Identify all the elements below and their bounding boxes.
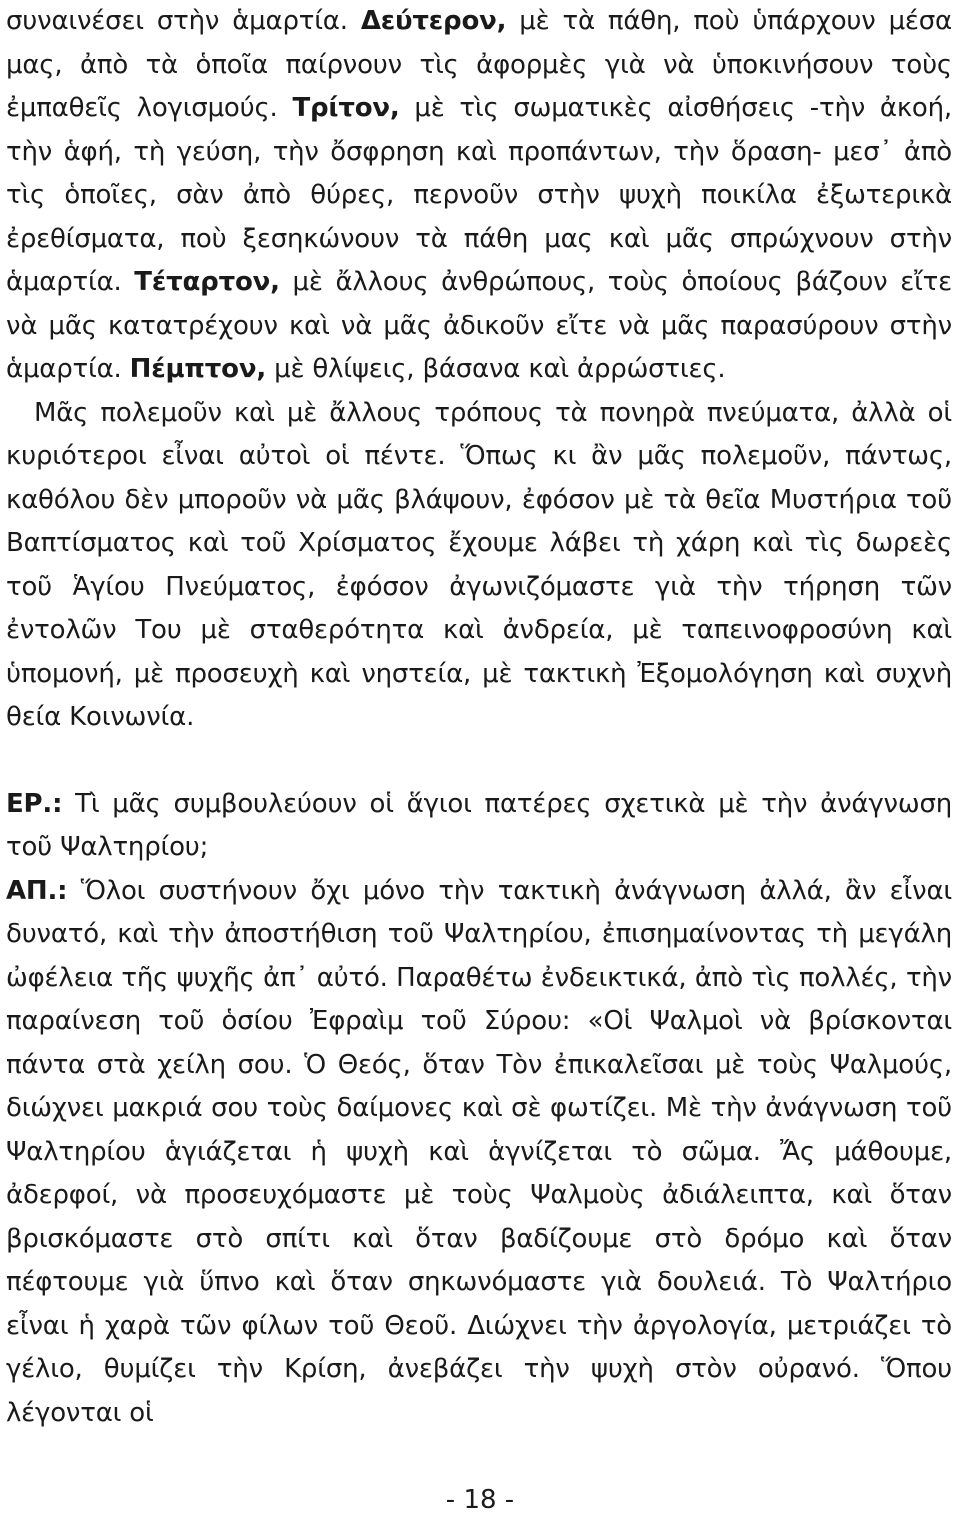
answer-block: [6, 870, 952, 1436]
question-text: Τὶ μᾶς συμβουλεύουν οἱ ἅγιοι πατέρες σχετικὰ μὲ τὴν ἀνάγνωση τοῦ Ψαλτηρίου;: [6, 788, 952, 862]
text-segment: μὲ τὶς σωματικὲς αἰσθήσεις -τὴν ἀκοή, τὴν ἁφή, τὴ γεύση, τὴν ὄσφρηση καὶ προπάντων, τὴν ὅραση- μεσ᾽ ἀπὸ τὶς ὁποῖες, σὰν ἀπὸ θύρες, περνοῦν στὴν ψυχὴ ποικίλα ἐξωτερικὰ ἐρεθίσματα, ποὺ ξεσηκώνουν τὰ πάθη μας καὶ μᾶς σπρώχνουν στὴν ἁμαρτία.: [6, 93, 952, 297]
question-label: ΕΡ.:: [6, 788, 63, 819]
answer-label: ΑΠ.:: [6, 875, 68, 906]
text-segment: συναινέσει στὴν ἁμαρτία.: [6, 6, 361, 36]
bold-term-fifth: Πέμπτον,: [129, 354, 267, 384]
text-segment: μὲ ἄλλους ἀνθρώπους, τοὺς ὁποίους βάζουν εἴτε νὰ μᾶς κατατρέχουν καὶ νὰ μᾶς ἀδικοῦν εἴτε νὰ μᾶς παρασύρουν στὴν ἁμαρτία.: [6, 267, 952, 384]
bold-term-third: Τρίτον,: [292, 93, 400, 123]
paragraph-enemy-methods: [6, 0, 952, 392]
bold-term-second: Δεύτερον,: [360, 6, 507, 36]
question-block: [6, 783, 952, 870]
bold-term-fourth: Τέταρτον,: [134, 267, 280, 297]
paragraph-spiritual-warfare: Μᾶς πολεμοῦν καὶ μὲ ἄλλους τρόπους τὰ πονηρὰ πνεύματα, ἀλλὰ οἱ κυριότεροι εἶναι αὐτοὶ οἱ πέντε. Ὅπως κι ἂν μᾶς πολεμοῦν, πάντως, καθόλου δὲν μποροῦν νὰ μᾶς βλάψουν, ἐφόσον μὲ τὰ θεῖα Μυστήρια τοῦ Βαπτίσματος καὶ τοῦ Χρίσματος ἔχουμε λάβει τὴ χάρη καὶ τὶς δωρεὲς τοῦ Ἁγίου Πνεύματος, ἐφόσον ἀγωνιζόμαστε γιὰ τὴν τήρηση τῶν ἐντολῶν Του μὲ σταθερότητα καὶ ἀνδρεία, μὲ ταπεινοφροσύνη καὶ ὑπομονή, μὲ προσευχὴ καὶ νηστεία, μὲ τακτικὴ Ἐξομολόγηση καὶ συχνὴ θεία Κοινωνία.: [6, 397, 952, 732]
page-number: - 18 -: [445, 1485, 515, 1515]
page-body: [6, 0, 952, 1435]
text-segment: μὲ τὰ πάθη, ποὺ ὑπάρχουν μέσα μας, ἀπὸ τὰ ὁποῖα παίρνουν τὶς ἀφορμὲς γιὰ νὰ ὑποκινήσουν τοὺς ἐμπαθεῖς λογισμούς.: [6, 6, 952, 123]
answer-text: Ὅλοι συστήνουν ὄχι μόνο τὴν τακτικὴ ἀνάγνωση ἀλλά, ἂν εἶναι δυνατό, καὶ τὴν ἀποστήθιση τοῦ Ψαλτηρίου, ἐπισημαίνοντας τὴ μεγάλη ὠφέλεια τῆς ψυχῆς ἀπ᾽ αὐτό. Παραθέτω ἐνδεικτικά, ἀπὸ τὶς πολλές, τὴν παραίνεση τοῦ ὁσίου Ἐφραὶμ τοῦ Σύρου: «Οἱ Ψαλμοὶ νὰ βρίσκονται πάντα στὰ χείλη σου. Ὁ Θεός, ὅταν Τὸν ἐπικαλεῖσαι μὲ τοὺς Ψαλμούς, διώχνει μακριά σου τοὺς δαίμονες καὶ σὲ φωτίζει. Μὲ τὴν ἀνάγνωση τοῦ Ψαλτηρίου ἁγιάζεται ἡ ψυχὴ καὶ ἁγνίζεται τὸ σῶμα. Ἄς μάθουμε, ἀδερφοί, νὰ προσευχόμαστε μὲ τοὺς Ψαλμοὺς ἀδιάλειπτα, καὶ ὅταν βρισκόμαστε στὸ σπίτι καὶ ὅταν βαδίζουμε στὸ δρόμο καὶ ὅταν πέφτουμε γιὰ ὕπνο καὶ ὅταν σηκωνόμαστε γιὰ δουλειά. Τὸ Ψαλτήριο εἶναι ἡ χαρὰ τῶν φίλων τοῦ Θεοῦ. Διώχνει τὴν ἀργολογία, μετριάζει τὸ γέλιο, θυμίζει τὴν Κρίση, ἀνεβάζει τὴν ψυχὴ στὸν οὐρανό. Ὅπου λέγονται οἱ: [6, 875, 952, 1428]
text-segment: μὲ θλίψεις, βάσανα καὶ ἀρρώστιες.: [266, 354, 726, 384]
